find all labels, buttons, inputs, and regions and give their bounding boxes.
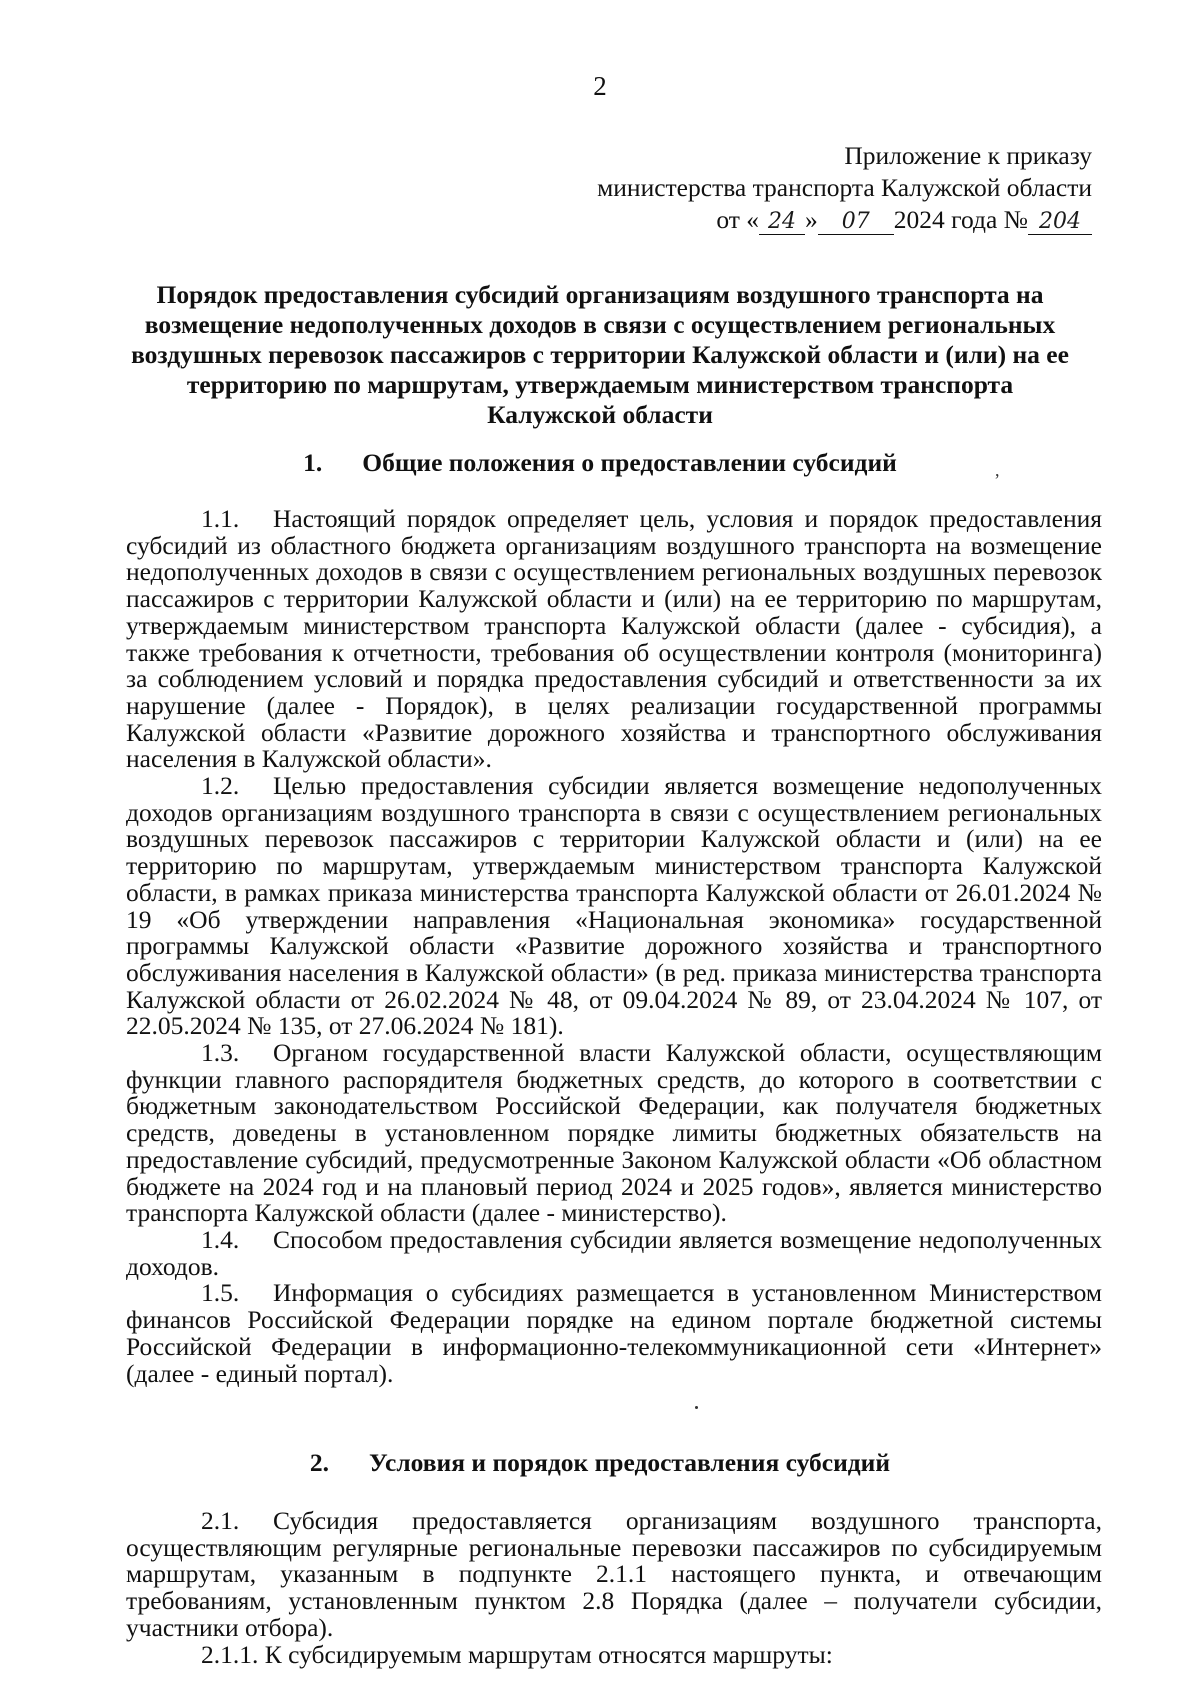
stray-mark: , <box>995 460 1000 480</box>
paragraph-text: Субсидия предоставляется организациям воздушного транспорта, осуществляющим регулярные региональные перевозки пассажиров по субсидируемым маршрутам, указанным в подпункте 2.1.1 настоящего пункта, и отвечающим требованиям, установленным пунктом 2.8 Порядка (далее – получатели субсидии, участники отбора). <box>126 1506 1102 1642</box>
title-line: воздушных перевозок пассажиров с территории Калужской области и (или) на ее <box>131 340 1069 369</box>
section-2-body <box>126 1508 1102 1668</box>
paragraph-2-1-1 <box>126 1639 1102 1669</box>
paragraph-number: 1.1. <box>201 504 240 533</box>
appendix-header <box>532 140 1092 236</box>
title-line: Калужской области <box>487 400 713 429</box>
page-number: 2 <box>593 71 607 101</box>
paragraph-number: 1.5. <box>201 1278 240 1308</box>
paragraph-text: Целью предоставления субсидии является возмещение недополученных доходов организациям воздушного транспорта в связи с осуществлением региональных воздушных перевозок пассажиров с территории Калужской области и (или) на ее территорию по маршрутам, утверждаемым министерством транспорта Калужской области, в рамках приказа министерства транспорта Калужской области от 26.01.2024 № 19 «Об утверждении направления «Национальная экономика» государственной программы Калужской области «Развитие дорожного хозяйства и транспортного обслуживания населения в Калужской области» (в ред. приказа министерства транспорта Калужской области от 26.02.2024 № 48, от 09.04.2024 № 89, от 23.04.2024 № 107, от 22.05.2024 № 135, от 27.06.2024 № 181). <box>126 771 1102 1041</box>
handwritten-order-number: 204 <box>1028 210 1092 235</box>
date-prefix: от « <box>716 205 760 234</box>
paragraph-1-1 <box>126 506 1102 773</box>
section-1-number: 1. <box>303 448 323 477</box>
section-2-heading <box>0 1448 1200 1478</box>
paragraph-text: К субсидируемым маршрутам относятся маршруты: <box>264 1639 833 1669</box>
section-1-heading <box>0 448 1200 478</box>
section-1-body <box>126 506 1102 1387</box>
stray-dot <box>695 1406 698 1409</box>
paragraph-text: Способом предоставления субсидии является возмещение недополученных доходов. <box>126 1224 1102 1281</box>
handwritten-day: 24 <box>759 210 805 235</box>
date-mid: » <box>805 205 818 234</box>
paragraph-number: 1.3. <box>201 1038 240 1068</box>
paragraph-text: Органом государственной власти Калужской области, осуществляющим функции главного распорядителя бюджетных средств, до которого в соответствии с бюджетным законодательством Российской Федерации, как получателя бюджетных средств, доведены в установленном порядке лимиты бюджетных обязательств на предоставление субсидий, предусмотренные Законом Калужской области «Об областном бюджете на 2024 год и на плановый период 2024 и 2025 годов», является министерство транспорта Калужской области (далее - министерство). <box>126 1038 1102 1228</box>
appendix-date-line <box>532 204 1092 236</box>
paragraph-number: 1.4. <box>201 1224 240 1254</box>
paragraph-number: 2.1.1. <box>201 1639 259 1669</box>
paragraph-1-3 <box>126 1040 1102 1227</box>
paragraph-number: 1.2. <box>201 771 240 801</box>
section-1-title: Общие положения о предоставлении субсидий <box>362 448 897 477</box>
section-2-number: 2. <box>309 1448 330 1477</box>
handwritten-month: 07 <box>818 210 894 235</box>
title-line: Порядок предоставления субсидий организациям воздушного транспорта на <box>156 280 1044 309</box>
paragraph-1-2 <box>126 773 1102 1040</box>
appendix-line-1: Приложение к приказу <box>844 141 1092 170</box>
paragraph-2-1 <box>126 1508 1102 1642</box>
document-title <box>120 280 1080 430</box>
date-year: 2024 года № <box>893 205 1028 234</box>
section-2-title: Условия и порядок предоставления субсидий <box>369 1448 891 1477</box>
title-line: возмещение недополученных доходов в связи с осуществлением региональных <box>144 310 1056 339</box>
paragraph-text: Информация о субсидиях размещается в установленном Министерством финансов Российской Федерации порядке на едином портале бюджетной системы Российской Федерации в информационно-телекоммуникационной сети «Интернет» (далее - единый портал). <box>126 1278 1102 1388</box>
paragraph-1-5 <box>126 1280 1102 1387</box>
appendix-line-2: министерства транспорта Калужской области <box>597 173 1092 202</box>
title-line: территорию по маршрутам, утверждаемым министерством транспорта <box>186 370 1014 399</box>
paragraph-text: Настоящий порядок определяет цель, условия и порядок предоставления субсидий из областного бюджета организациям воздушного транспорта на возмещение недополученных доходов в связи с осуществлением региональных воздушных перевозок пассажиров с территории Калужской области и (или) на ее территорию по маршрутам, утверждаемым министерством транспорта Калужской области (далее - субсидия), а также требования к отчетности, требования об осуществлении контроля (мониторинга) за соблюдением условий и порядка предоставления субсидий и ответственности за их нарушение (далее - Порядок), в целях реализации государственной программы Калужской области «Развитие дорожного хозяйства и транспортного обслуживания населения в Калужской области». <box>126 504 1102 774</box>
paragraph-1-4 <box>126 1224 1102 1281</box>
paragraph-number: 2.1. <box>201 1506 240 1535</box>
